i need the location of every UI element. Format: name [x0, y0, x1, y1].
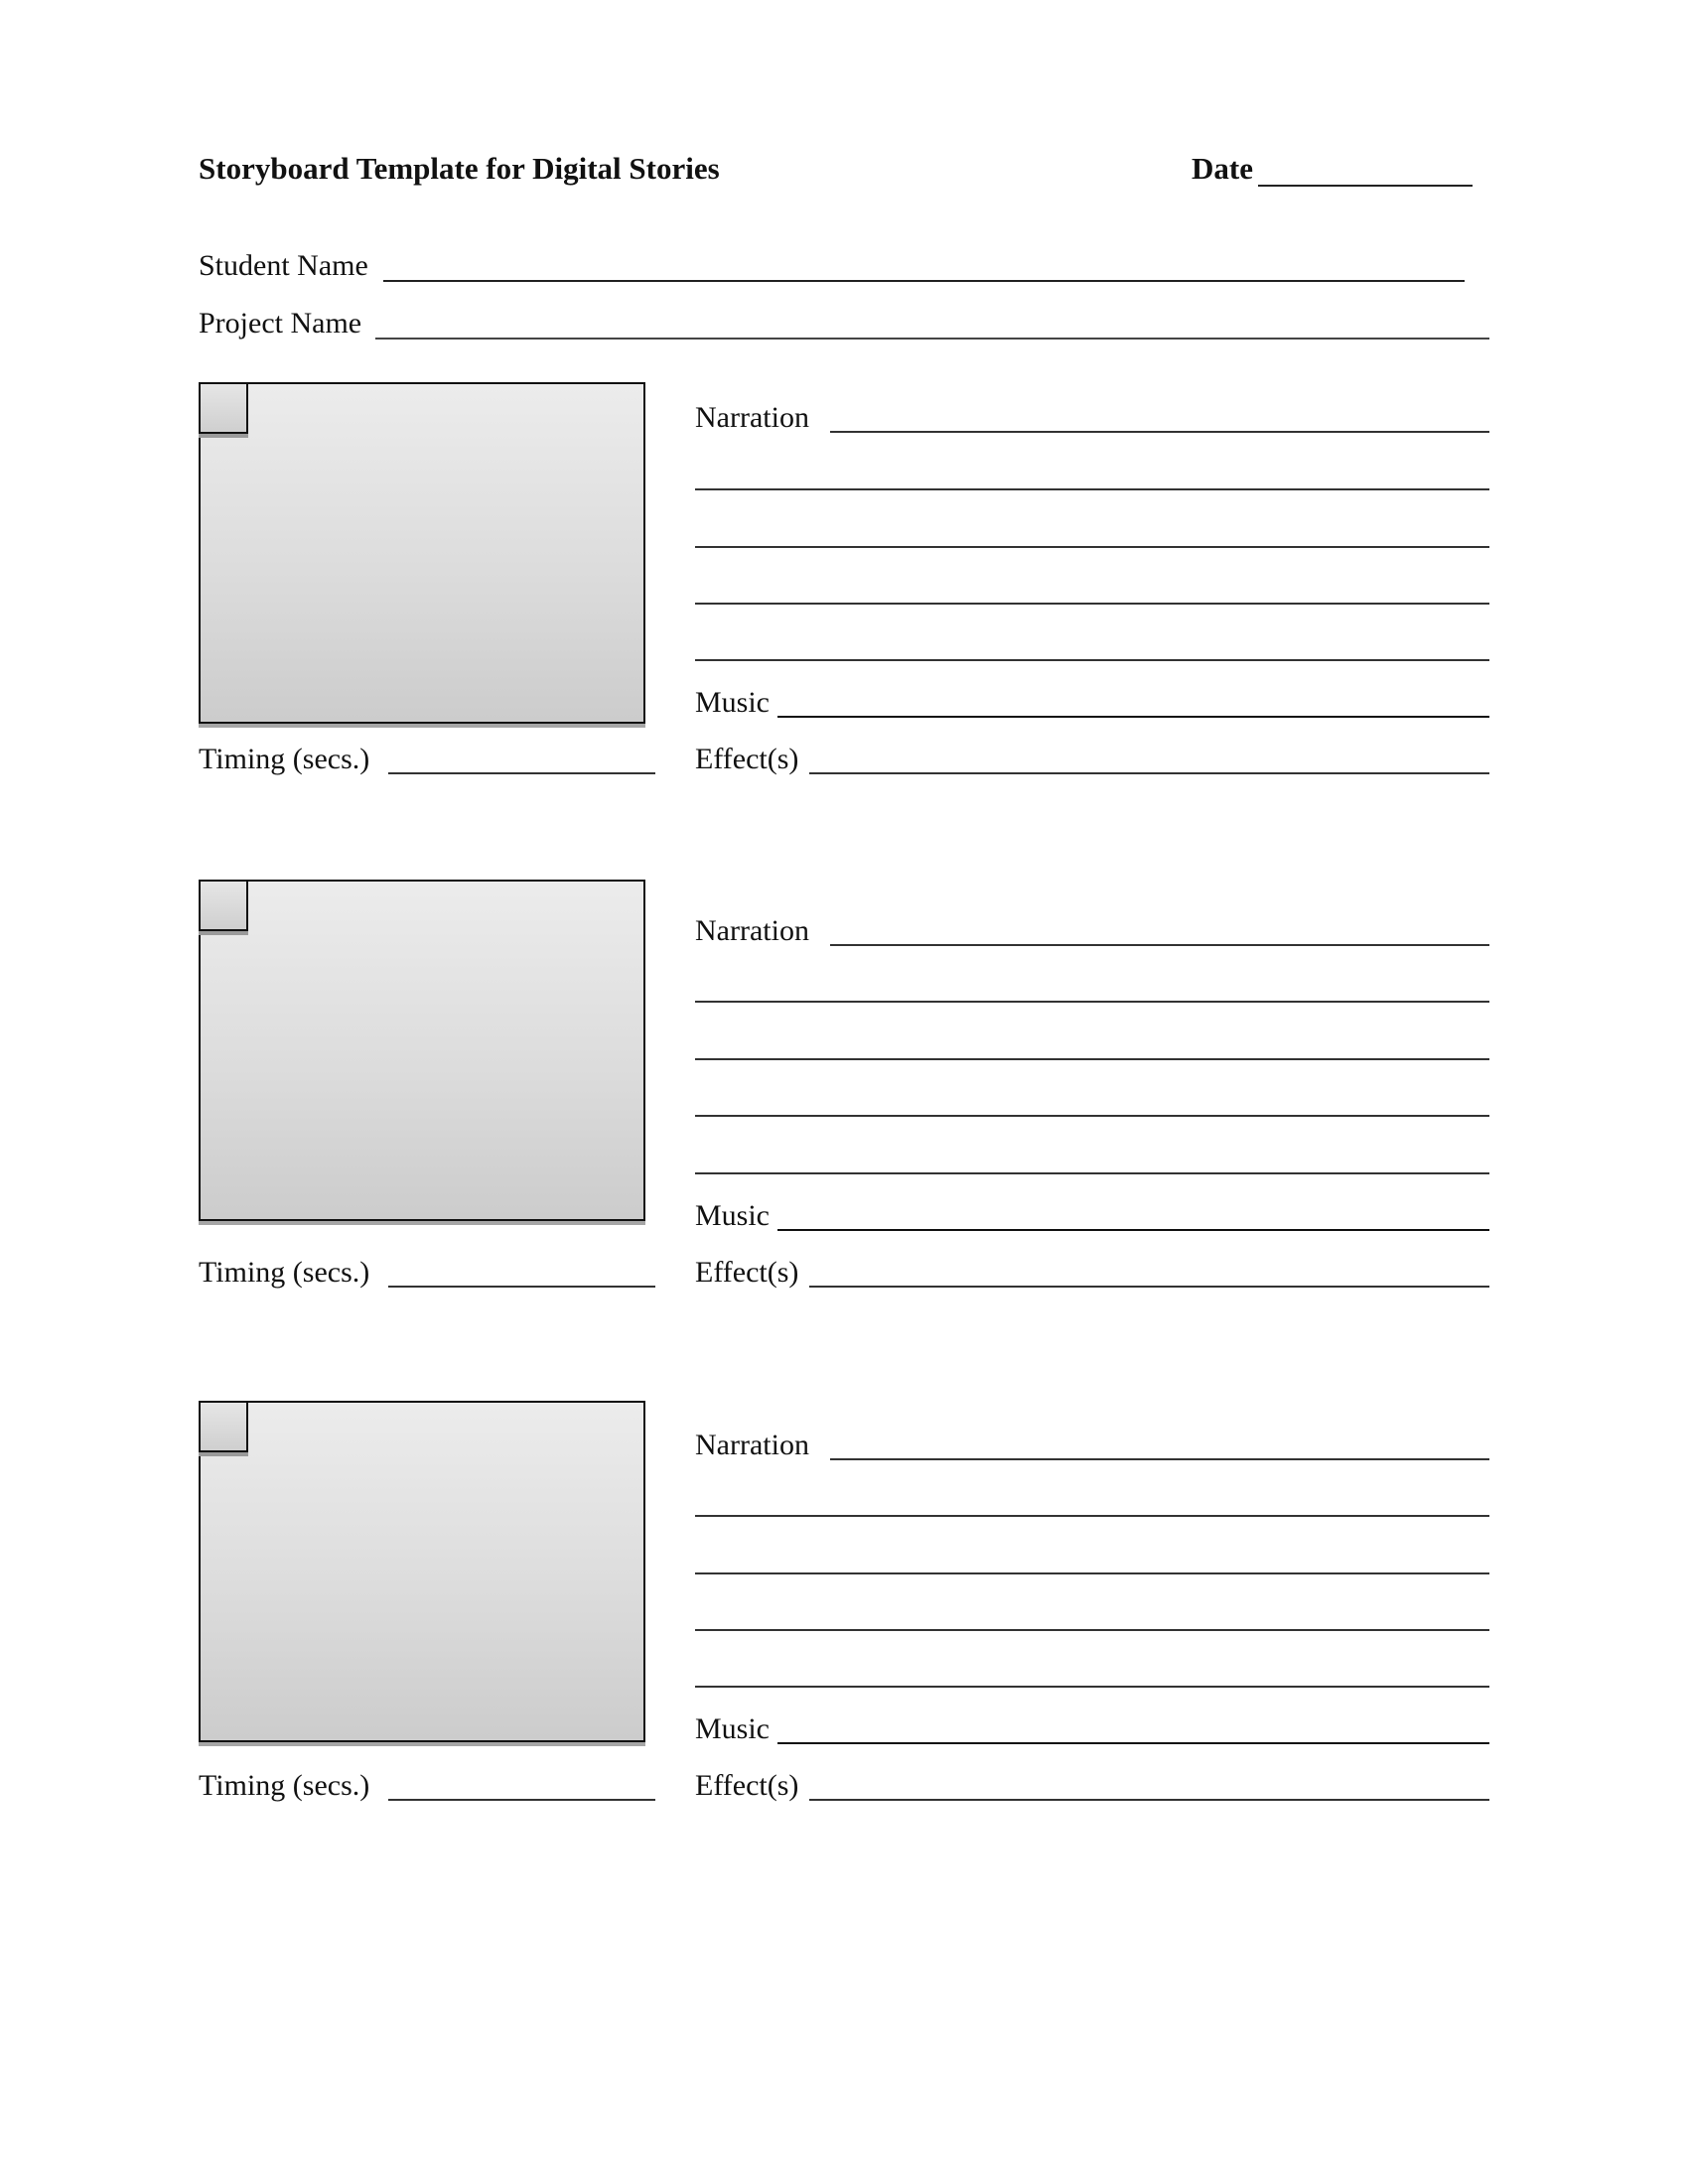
narration-field-line-4[interactable]: [695, 1115, 1489, 1117]
timing-field[interactable]: [388, 1799, 655, 1801]
student-name-label: Student Name: [199, 249, 368, 282]
music-field[interactable]: [777, 716, 1489, 718]
narration-field-line-5[interactable]: [695, 1172, 1489, 1174]
narration-field-line-5[interactable]: [695, 659, 1489, 661]
effects-label: Effect(s): [695, 1769, 799, 1802]
narration-field-line-3[interactable]: [695, 1572, 1489, 1574]
music-label: Music: [695, 686, 770, 719]
student-name-field[interactable]: [383, 280, 1465, 282]
music-label: Music: [695, 1199, 770, 1232]
scene-frame-2[interactable]: [199, 880, 645, 1221]
effects-label: Effect(s): [695, 1256, 799, 1289]
project-name-field[interactable]: [375, 338, 1489, 340]
narration-field-line-2[interactable]: [695, 1515, 1489, 1517]
music-field[interactable]: [777, 1229, 1489, 1231]
music-label: Music: [695, 1712, 770, 1745]
scene-frame-1[interactable]: [199, 382, 645, 724]
timing-label: Timing (secs.): [199, 1769, 370, 1802]
narration-label: Narration: [695, 914, 809, 947]
narration-field-line-1[interactable]: [830, 1458, 1489, 1460]
narration-field-line-4[interactable]: [695, 603, 1489, 605]
narration-label: Narration: [695, 1429, 809, 1461]
date-underline[interactable]: [1258, 185, 1473, 187]
narration-field-line-3[interactable]: [695, 1058, 1489, 1060]
narration-field-line-3[interactable]: [695, 546, 1489, 548]
narration-label: Narration: [695, 401, 809, 434]
scene-number-box[interactable]: [199, 880, 248, 931]
scene-frame-3[interactable]: [199, 1401, 645, 1742]
narration-field-line-1[interactable]: [830, 431, 1489, 433]
narration-field-line-1[interactable]: [830, 944, 1489, 946]
effects-label: Effect(s): [695, 743, 799, 775]
narration-field-line-2[interactable]: [695, 488, 1489, 490]
effects-field[interactable]: [809, 772, 1489, 774]
effects-field[interactable]: [809, 1286, 1489, 1288]
effects-field[interactable]: [809, 1799, 1489, 1801]
date-label: Date: [1192, 151, 1253, 186]
music-field[interactable]: [777, 1742, 1489, 1744]
date-field[interactable]: [1192, 149, 1473, 189]
timing-label: Timing (secs.): [199, 743, 370, 775]
scene-number-box[interactable]: [199, 1401, 248, 1452]
page-title: Storyboard Template for Digital Stories: [199, 151, 720, 186]
narration-field-line-5[interactable]: [695, 1686, 1489, 1688]
narration-field-line-4[interactable]: [695, 1629, 1489, 1631]
timing-field[interactable]: [388, 772, 655, 774]
project-name-label: Project Name: [199, 307, 362, 340]
narration-field-line-2[interactable]: [695, 1001, 1489, 1003]
timing-field[interactable]: [388, 1286, 655, 1288]
scene-number-box[interactable]: [199, 382, 248, 434]
timing-label: Timing (secs.): [199, 1256, 370, 1289]
